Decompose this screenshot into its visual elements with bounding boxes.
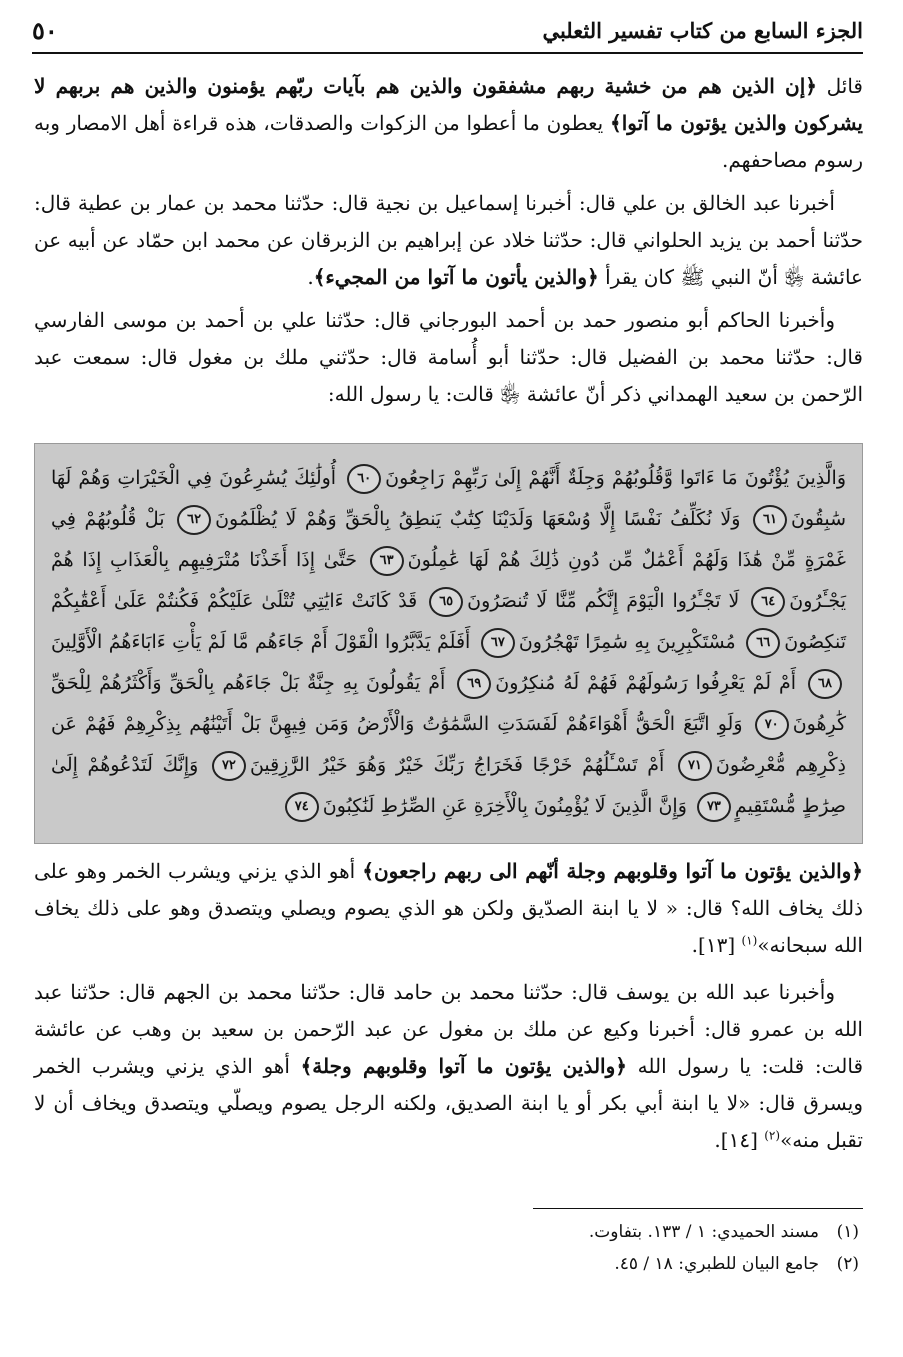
ayah-number-marker: ٦٣: [370, 546, 404, 576]
ayah-text: وَلَا نُكَلِّفُ نَفْسًا إِلَّا وُسْعَهَا وَلَدَيْنَا كِتَٰبٌ يَنطِقُ بِالْحَقِّ وَهُمْ لَا يُظْلَمُونَ: [215, 508, 741, 530]
footnote-1: [34, 1216, 859, 1248]
quran-quote: ﴿إن الذين هم من خشية ربهم مشفقون والذين هم بآيات ربّهم يؤمنون والذين هم بربهم لا يشركون والذين يؤتون ما آتوا﴾: [34, 74, 863, 135]
footnote-text: مسند الحميدي: ١ / ١٣٣. بتفاوت.: [588, 1222, 819, 1242]
paragraph-text: أهو الذي يزني ويشرب الخمر وهو على ذلك يخاف الله؟ قال: « لا يا ابنة الصدّيق ولكن هو الذي يصوم ويصلي ويتصدق وهو على ذلك يخاف الله سبحانه»: [34, 859, 863, 957]
ayah-text: أَمْ لَمْ يَعْرِفُوا رَسُولَهُمْ فَهُمْ لَهُ مُنكِرُونَ: [495, 672, 797, 694]
ayah-text: حَتَّىٰ إِذَا أَخَذْنَا مُتْرَفِيهِم بِالْعَذَابِ إِذَا هُمْ يَجْـَٔرُونَ: [51, 549, 846, 612]
main-text-lower: [34, 853, 863, 1169]
paragraph-3: [34, 302, 863, 413]
ayah-number-marker: ٦٠: [347, 464, 381, 494]
ayah-text: وَلَوِ اتَّبَعَ الْحَقُّ أَهْوَاءَهُمْ لَفَسَدَتِ السَّمَٰوَٰتُ وَالْأَرْضُ وَمَن فِيهِنَّ بَلْ أَتَيْنَٰهُم بِذِكْرِهِمْ فَهُمْ عَن ذِكْرِهِم مُّعْرِضُونَ: [51, 713, 846, 776]
quran-verses-box: [34, 443, 863, 844]
paragraph-text: وأخبرنا عبد الله بن يوسف قال: حدّثنا محمد بن حامد قال: حدّثنا محمد بن الجهم قال: حدّثنا عبد الله بن عمرو قال: أخبرنا وكيع عن ملك بن مغول عن عبد الرّحمن بن سعيد بن وهب عن عائشة قالت: قلت: يا رسول الله: [34, 980, 864, 1078]
paragraph-1: [34, 68, 863, 179]
footnote-2: [34, 1248, 859, 1280]
paragraph-text: [١٤].: [714, 1128, 765, 1152]
ayah-number-marker: ٦٢: [177, 505, 211, 535]
footnote-ref[interactable]: (٢): [764, 1128, 781, 1143]
ayah-text: بَلْ قُلُوبُهُمْ فِي غَمْرَةٍ مِّنْ هَٰذَا وَلَهُمْ أَعْمَٰلٌ مِّن دُونِ ذَٰلِكَ هُمْ لَهَا عَٰمِلُونَ: [51, 508, 846, 571]
footnote-number: (١): [836, 1222, 859, 1242]
ayah-number-marker: ٧٢: [212, 751, 246, 781]
ayah-number-marker: ٦٦: [746, 628, 780, 658]
quran-quote: ﴿والذين يؤتون ما آتوا وقلوبهم وجلة أنّهم الى ربهم راجعون﴾: [362, 859, 864, 883]
page-header: [32, 8, 863, 54]
ayah-text: مُسْتَكْبِرِينَ بِهِ سَٰمِرًا تَهْجُرُونَ: [518, 631, 736, 653]
paragraph-text: قائل: [817, 74, 863, 98]
ayah-number-marker: ٧٣: [697, 792, 731, 822]
ayah-number-marker: ٦٨: [808, 669, 842, 699]
page-number: ٥٠: [32, 15, 58, 45]
quran-quote: ﴿والذين يأتون ما آتوا من المجيء﴾: [313, 265, 599, 289]
ayah-text: أَفَلَمْ يَدَّبَّرُوا الْقَوْلَ أَمْ جَاءَهُم مَّا لَمْ يَأْتِ ءَابَاءَهُمُ الْأَوَّلِينَ: [51, 631, 471, 653]
ayah-number-marker: ٦٧: [481, 628, 515, 658]
paragraph-5: [34, 974, 863, 1159]
paragraph-text: أخبرنا عبد الخالق بن علي قال: أخبرنا إسماعيل بن نجية قال: حدّثنا محمد بن عمار بن عطية قال: حدّثنا أحمد بن يزيد الحلواني قال: حدّثنا خلاد عن إبراهيم بن الزبرقان عن محمد ابن حمّاد عن أبيه عن عائشة ﵂ أنّ النبي ﷺ كان يقرأ: [34, 191, 863, 289]
paragraph-text: أهو الذي يزني ويشرب الخمر ويسرق قال: «لا يا ابنة أبي بكر أو يا ابنة الصديق، ولكنه الرجل يصوم ويصلّي ويتصدق ويخاف أن لا تقبل منه»: [34, 1054, 863, 1152]
ayah-text: أَمْ يَقُولُونَ بِهِ جِنَّةٌ بَلْ جَاءَهُم بِالْحَقِّ وَأَكْثَرُهُمْ لِلْحَقِّ كَٰرِهُونَ: [51, 672, 847, 735]
ayah-text: أُولَٰئِكَ يُسَٰرِعُونَ فِي الْخَيْرَاتِ وَهُمْ لَهَا سَٰبِقُونَ: [51, 467, 846, 530]
footnotes: [34, 1216, 859, 1280]
footnote-text: جامع البيان للطبري: ١٨ / ٤٥.: [614, 1254, 819, 1274]
footnote-ref[interactable]: (١): [741, 933, 758, 948]
ayah-text: وَالَّذِينَ يُؤْتُونَ مَا ءَاتَوا وَّقُلُوبُهُمْ وَجِلَةٌ أَنَّهُمْ إِلَىٰ رَبِّهِمْ رَاجِعُونَ: [385, 467, 846, 489]
ayah-text: لَا تَجْـَٔرُوا الْيَوْمَ إِنَّكُم مِّنَّا لَا تُنصَرُونَ: [467, 590, 740, 612]
paragraph-text: يعطون ما أعطوا من الزكوات والصدقات، هذه قراءة أهل الامصار وبه رسوم مصاحفهم.: [34, 111, 863, 172]
ayah-number-marker: ٧٤: [285, 792, 319, 822]
ayah-text: قَدْ كَانَتْ ءَايَٰتِي تُتْلَىٰ عَلَيْكُمْ فَكُنتُمْ عَلَىٰ أَعْقَٰبِكُمْ تَنكِصُونَ: [51, 590, 846, 653]
ayah-number-marker: ٧٠: [755, 710, 789, 740]
paragraph-4: [34, 853, 863, 964]
ayah-number-marker: ٦٩: [457, 669, 491, 699]
ayah-number-marker: ٦١: [753, 505, 787, 535]
footnote-number: (٢): [836, 1254, 859, 1274]
main-text-upper: [34, 68, 863, 419]
quran-quote: ﴿والذين يؤتون ما آتوا وقلوبهم وجلة﴾: [300, 1054, 627, 1078]
paragraph-2: [34, 185, 863, 296]
paragraph-text: وأخبرنا الحاكم أبو منصور حمد بن أحمد البورجاني قال: حدّثنا علي بن أحمد بن موسى الفارسي قال: حدّثنا محمد بن الفضيل قال: حدّثنا أبو أُسامة قال: حدّثني ملك بن مغول قال: سمعت عبد الرّحمن بن سعيد الهمداني ذكر أنّ عائشة ﵂ قالت: يا رسول الله:: [34, 308, 863, 406]
ayah-number-marker: ٧١: [678, 751, 712, 781]
ayah-number-marker: ٦٥: [429, 587, 463, 617]
ayah-text: وَإِنَّ الَّذِينَ لَا يُؤْمِنُونَ بِالْأَخِرَةِ عَنِ الصِّرَٰطِ لَنَٰكِبُونَ: [322, 795, 687, 817]
paragraph-text: .: [307, 265, 314, 289]
ayah-text: وَإِنَّكَ لَتَدْعُوهُمْ إِلَىٰ صِرَٰطٍ مُّسْتَقِيمٍ: [51, 754, 846, 817]
ayah-number-marker: ٦٤: [751, 587, 785, 617]
running-title: الجزء السابع من كتاب تفسير الثعلبي: [542, 17, 863, 43]
ayah-text: أَمْ تَسْـَٔلُهُمْ خَرْجًا فَخَرَاجُ رَبِّكَ خَيْرٌ وَهُوَ خَيْرُ الرَّٰزِقِينَ: [249, 754, 665, 776]
footnote-divider: [533, 1208, 863, 1209]
paragraph-text: [١٣].: [691, 933, 742, 957]
